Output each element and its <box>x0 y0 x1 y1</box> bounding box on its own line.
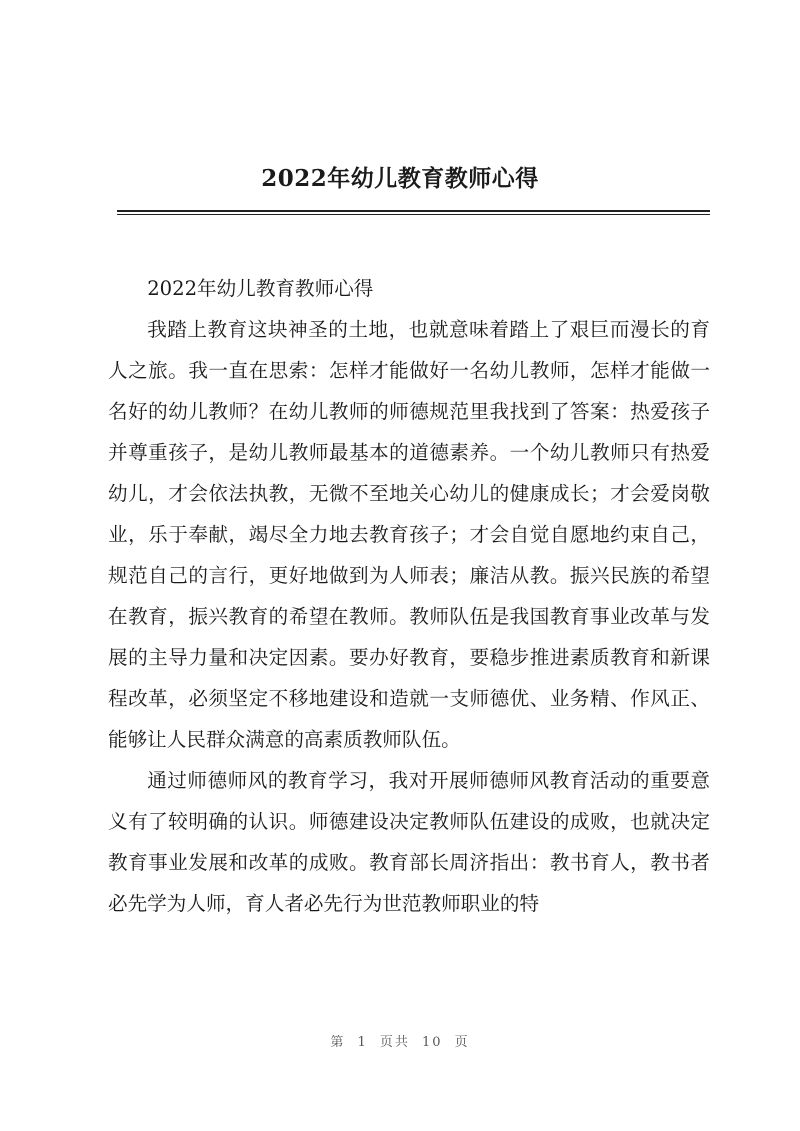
page-number-footer: 第 1 页共 10 页 <box>330 1035 470 1050</box>
body-paragraph-heading: 2022年幼儿教育教师心得 <box>147 277 374 300</box>
document-body <box>108 268 710 924</box>
body-paragraph: 我踏上教育这块神圣的土地，也就意味着踏上了艰巨而漫长的育人之旅。我一直在思索：怎样才能做好一名幼儿教师，怎样才能做一名好的幼儿教师？在幼儿教师的师德规范里我找到了答案：热爱孩子并尊重孩子，是幼儿教师最基本的道德素养。一个幼儿教师只有热爱幼儿，才会依法执教，无微不至地关心幼儿的健康成长；才会爱岗敬业，乐于奉献，竭尽全力地去教育孩子；才会自觉自愿地约束自己，规范自己的言行，更好地做到为人师表；廉洁从教。振兴民族的希望在教育，振兴教育的希望在教师。教师队伍是我国教育事业改革与发展的主导力量和决定因素。要办好教育，要稳步推进素质教育和新课程改革，必须坚定不移地建设和造就一支师德优、业务精、作风正、能够让人民群众满意的高素质教师队伍。 <box>108 318 710 751</box>
body-paragraph: 通过师德师风的教育学习，我对开展师德师风教育活动的重要意义有了较明确的认识。师德建设决定教师队伍建设的成败，也就决定教育事业发展和改革的成败。教育部长周济指出：教书育人，教书者必先学为人师，育人者必先行为世范教师职业的特 <box>108 769 710 915</box>
title-divider <box>117 210 710 212</box>
document-title: 2022年幼儿教育教师心得 <box>261 165 539 192</box>
